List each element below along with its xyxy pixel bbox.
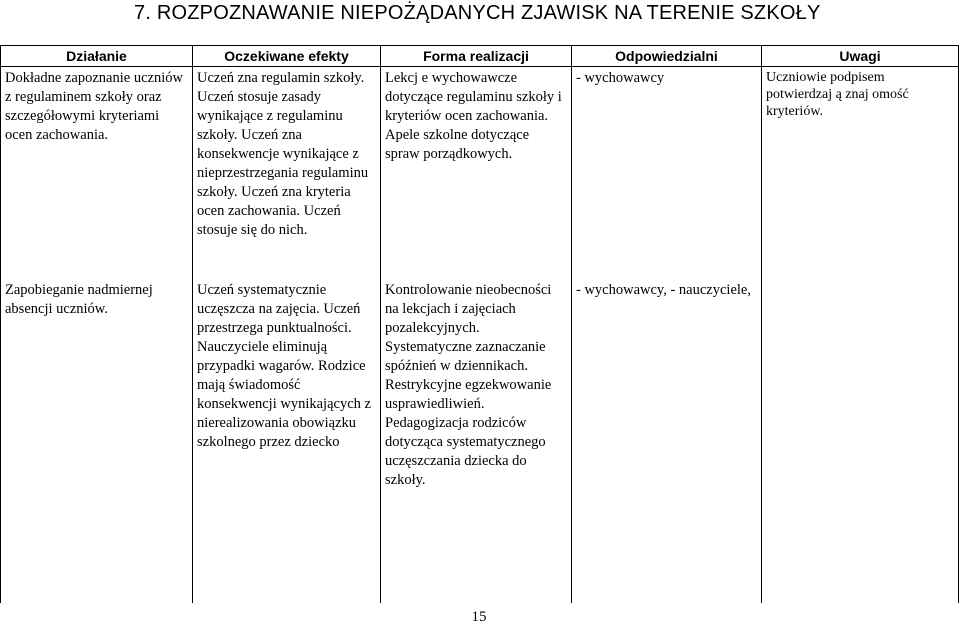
- table-header-row: [1, 46, 959, 67]
- table-row: [1, 274, 959, 603]
- table-cell: Lekcj e wychowawcze dotyczące regulaminu szkoły i kryteriów ocen zachowania. Apele szkolne dotyczące spraw porządkowych.: [381, 67, 572, 275]
- table-cell: Zapobieganie nadmiernej absencji uczniów.: [1, 274, 193, 603]
- header-oczekiwane-efekty: Oczekiwane efekty: [193, 46, 381, 67]
- table-cell: Kontrolowanie nieobecności na lekcjach i zajęciach pozalekcyjnych. Systematyczne zaznaczanie spóźnień w dziennikach. Restrykcyjne egzekwowanie usprawiedliwień. Pedagogizacja rodziców dotycząca systematycznego uczęszczania dziecka do szkoły.: [381, 274, 572, 603]
- table-cell: - wychowawcy, - nauczyciele,: [572, 274, 762, 603]
- page-number: 15: [471, 609, 487, 625]
- header-odpowiedzialni: Odpowiedzialni: [572, 46, 762, 67]
- table-cell: Uczeń zna regulamin szkoły. Uczeń stosuje zasady wynikające z regulaminu szkoły. Uczeń zna konsekwencje wynikające z nieprzestrzegania regulaminu szkoły. Uczeń zna kryteria ocen zachowania. Uczeń stosuje się do nich.: [193, 67, 381, 275]
- document-title: 7. ROZPOZNAWANIE NIEPOŻĄDANYCH ZJAWISK NA TERENIE SZKOŁY: [134, 2, 821, 24]
- table-row: [1, 67, 959, 275]
- header-forma-realizacji: Forma realizacji: [381, 46, 572, 67]
- table-cell: [762, 274, 959, 603]
- header-uwagi: Uwagi: [762, 46, 959, 67]
- header-dzialanie: Działanie: [1, 46, 193, 67]
- table-cell: Dokładne zapoznanie uczniów z regulaminem szkoły oraz szczegółowymi kryteriami ocen zachowania.: [1, 67, 193, 275]
- table-cell: - wychowawcy: [572, 67, 762, 275]
- activities-table: [0, 45, 959, 603]
- table-cell: Uczniowie podpisem potwierdzaj ą znaj omość kryteriów.: [762, 67, 959, 275]
- table-cell: Uczeń systematycznie uczęszcza na zajęcia. Uczeń przestrzega punktualności. Nauczyciele eliminują przypadki wagarów. Rodzice mają świadomość konsekwencji wynikających z nierealizowania obowiązku szkolnego przez dziecko: [193, 274, 381, 603]
